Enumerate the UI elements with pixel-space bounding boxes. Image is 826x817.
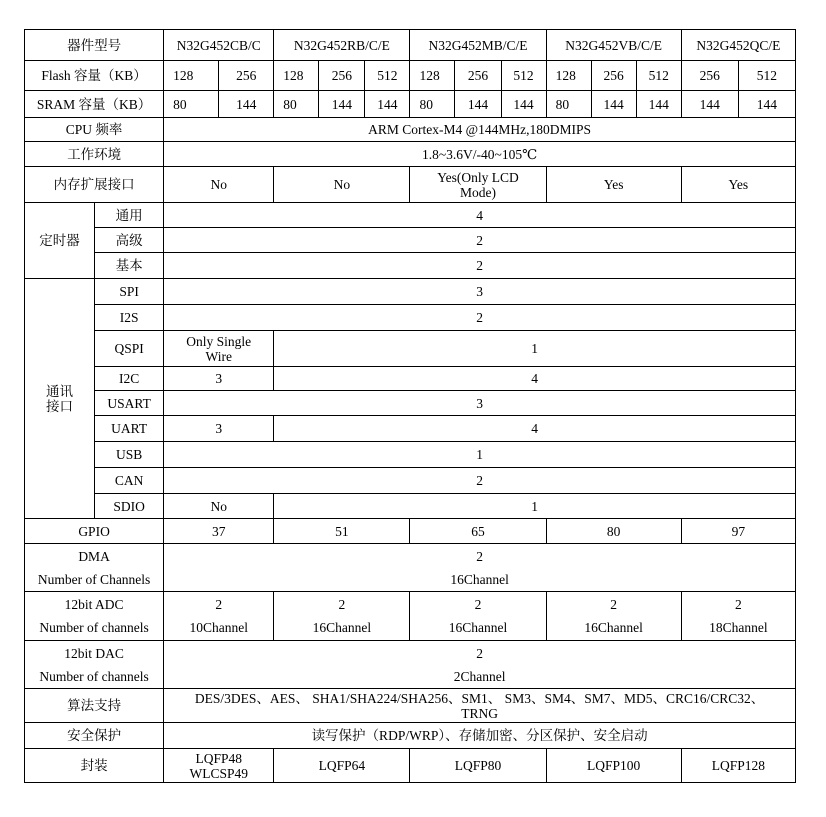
memory-ext-cell xyxy=(410,167,546,203)
adc-cell xyxy=(164,592,274,641)
package-cell: LQFP80 xyxy=(410,749,546,783)
dac-value xyxy=(164,641,796,689)
adc-label xyxy=(25,592,164,641)
package-cell: LQFP128 xyxy=(681,749,795,783)
timer-name: 通用 xyxy=(95,203,164,228)
comm-name: USART xyxy=(95,391,164,416)
table-row xyxy=(25,592,796,641)
adc-label-line: Number of channels xyxy=(39,620,149,635)
flash-cell: 256 xyxy=(455,61,501,91)
dma-label-line: DMA xyxy=(78,548,110,564)
table-row xyxy=(25,723,796,749)
comm-value: 1 xyxy=(164,442,796,468)
dma-value-line: 16Channel xyxy=(450,571,509,587)
env-label: 工作环境 xyxy=(25,142,164,167)
table-row xyxy=(25,689,796,723)
sram-cell: 144 xyxy=(219,91,274,118)
comm-name: I2S xyxy=(95,305,164,331)
sram-cell: 144 xyxy=(738,91,795,118)
algo-label: 算法支持 xyxy=(25,689,164,723)
flash-cell: 128 xyxy=(164,61,219,91)
comm-group-line: 通讯 xyxy=(46,383,74,399)
package-line: WLCSP49 xyxy=(189,765,248,781)
table-row xyxy=(25,749,796,783)
adc-units: 2 xyxy=(610,597,618,612)
gpio-label: GPIO xyxy=(25,519,164,544)
sram-cell: 80 xyxy=(164,91,219,118)
timer-name: 高级 xyxy=(95,228,164,253)
package-cell: LQFP100 xyxy=(546,749,681,783)
memory-ext-cell: No xyxy=(164,167,274,203)
sram-cell: 80 xyxy=(410,91,455,118)
comm-value: 1 xyxy=(274,331,796,367)
sram-cell: 144 xyxy=(365,91,410,118)
table-row xyxy=(25,118,796,142)
flash-cell: 512 xyxy=(636,61,681,91)
sram-cell: 80 xyxy=(546,91,591,118)
security-label: 安全保护 xyxy=(25,723,164,749)
dma-value-line: 2 xyxy=(476,548,483,564)
dma-label-line: Number of Channels xyxy=(37,571,151,587)
package-line: LQFP48 xyxy=(195,750,242,766)
adc-cell xyxy=(546,592,681,641)
sram-cell: 144 xyxy=(455,91,501,118)
gpio-cell: 51 xyxy=(274,519,410,544)
flash-cell: 128 xyxy=(274,61,319,91)
sram-cell: 144 xyxy=(319,91,365,118)
table-row xyxy=(25,279,796,305)
table-row xyxy=(25,61,796,91)
memory-ext-cell: Yes xyxy=(681,167,795,203)
flash-cell: 256 xyxy=(319,61,365,91)
comm-first-value: 3 xyxy=(164,416,274,442)
adc-units: 2 xyxy=(474,597,482,612)
comm-value: 3 xyxy=(164,391,796,416)
table-row xyxy=(25,367,796,391)
adc-cell xyxy=(681,592,795,641)
sram-cell: 144 xyxy=(681,91,738,118)
comm-group-label xyxy=(25,279,95,519)
table-row xyxy=(25,203,796,228)
timer-value: 2 xyxy=(164,228,796,253)
memory-ext-label: 内存扩展接口 xyxy=(25,167,164,203)
package-label: 封装 xyxy=(25,749,164,783)
adc-cell xyxy=(410,592,546,641)
qspi-first-line: Wire xyxy=(205,348,232,364)
adc-channels: 16Channel xyxy=(584,620,643,635)
cpu-value: ARM Cortex-M4 @144MHz,180DMIPS xyxy=(164,118,796,142)
flash-label: Flash 容量（KB） xyxy=(25,61,164,91)
comm-name: CAN xyxy=(95,468,164,494)
table-row xyxy=(25,228,796,253)
cpu-label: CPU 频率 xyxy=(25,118,164,142)
algo-line: TRNG xyxy=(461,705,498,721)
memory-ext-line: Yes(Only LCD xyxy=(437,169,519,185)
comm-first-value: No xyxy=(164,494,274,519)
memory-ext-cell: No xyxy=(274,167,410,203)
flash-cell: 128 xyxy=(410,61,455,91)
package-cell xyxy=(164,749,274,783)
memory-ext-line: Mode) xyxy=(460,184,496,200)
comm-first-value: 3 xyxy=(164,367,274,391)
flash-cell: 512 xyxy=(738,61,795,91)
table-row xyxy=(25,305,796,331)
sram-label: SRAM 容量（KB） xyxy=(25,91,164,118)
flash-cell: 512 xyxy=(365,61,410,91)
adc-channels: 16Channel xyxy=(448,620,508,635)
env-value: 1.8~3.6V/-40~105℃ xyxy=(164,142,796,167)
package-cell: LQFP64 xyxy=(274,749,410,783)
sram-cell: 144 xyxy=(591,91,636,118)
comm-value: 2 xyxy=(164,305,796,331)
comm-group-line: 接口 xyxy=(46,398,74,414)
gpio-cell: 37 xyxy=(164,519,274,544)
comm-name: SPI xyxy=(95,279,164,305)
adc-units: 2 xyxy=(338,597,346,612)
dac-label-line: 12bit DAC xyxy=(64,645,124,661)
gpio-cell: 97 xyxy=(681,519,795,544)
gpio-cell: 80 xyxy=(546,519,681,544)
flash-cell: 256 xyxy=(681,61,738,91)
spec-table xyxy=(24,29,796,783)
sram-cell: 80 xyxy=(274,91,319,118)
adc-units: 2 xyxy=(734,597,742,612)
table-row xyxy=(25,442,796,468)
memory-ext-cell: Yes xyxy=(546,167,681,203)
comm-name: QSPI xyxy=(95,331,164,367)
dac-value-line: 2Channel xyxy=(453,668,506,684)
dac-label xyxy=(25,641,164,689)
model-cell: N32G452RB/C/E xyxy=(274,30,410,61)
table-row xyxy=(25,416,796,442)
algo-value xyxy=(164,689,796,723)
table-row xyxy=(25,253,796,279)
timer-name: 基本 xyxy=(95,253,164,279)
dac-label-line: Number of channels xyxy=(39,668,149,684)
comm-value: 4 xyxy=(274,416,796,442)
dac-value-line: 2 xyxy=(476,645,483,661)
flash-cell: 128 xyxy=(546,61,591,91)
comm-value: 2 xyxy=(164,468,796,494)
adc-units: 2 xyxy=(215,597,223,612)
comm-name: UART xyxy=(95,416,164,442)
flash-cell: 512 xyxy=(501,61,546,91)
comm-value: 1 xyxy=(274,494,796,519)
qspi-first-line: Only Single xyxy=(186,333,252,349)
adc-cell xyxy=(274,592,410,641)
model-cell: N32G452QC/E xyxy=(681,30,795,61)
timer-group-label: 定时器 xyxy=(25,203,95,279)
table-row xyxy=(25,519,796,544)
comm-name: USB xyxy=(95,442,164,468)
comm-value: 4 xyxy=(274,367,796,391)
flash-cell: 256 xyxy=(591,61,636,91)
gpio-cell: 65 xyxy=(410,519,546,544)
table-row xyxy=(25,167,796,203)
table-row xyxy=(25,331,796,367)
table-row xyxy=(25,91,796,118)
dma-value xyxy=(164,544,796,592)
adc-channels: 18Channel xyxy=(709,620,768,635)
security-value: 读写保护（RDP/WRP）、存储加密、分区保护、安全启动 xyxy=(164,723,796,749)
model-cell: N32G452VB/C/E xyxy=(546,30,681,61)
sram-cell: 144 xyxy=(501,91,546,118)
model-label: 器件型号 xyxy=(25,30,164,61)
comm-first-value xyxy=(164,331,274,367)
dma-label xyxy=(25,544,164,592)
table-row xyxy=(25,494,796,519)
timer-value: 4 xyxy=(164,203,796,228)
adc-label-line: 12bit ADC xyxy=(64,597,124,612)
algo-line: DES/3DES、AES、 SHA1/SHA224/SHA256、SM1、 SM3、SM4、SM7、MD5、CRC16/CRC32、 xyxy=(194,690,765,706)
adc-channels: 10Channel xyxy=(189,620,248,635)
sram-cell: 144 xyxy=(636,91,681,118)
table-row xyxy=(25,391,796,416)
flash-cell: 256 xyxy=(219,61,274,91)
comm-name: I2C xyxy=(95,367,164,391)
comm-name: SDIO xyxy=(95,494,164,519)
table-row xyxy=(25,641,796,689)
table-row xyxy=(25,544,796,592)
table-row xyxy=(25,30,796,61)
table-row xyxy=(25,468,796,494)
model-cell: N32G452CB/C xyxy=(164,30,274,61)
adc-channels: 16Channel xyxy=(312,620,372,635)
table-row xyxy=(25,142,796,167)
model-cell: N32G452MB/C/E xyxy=(410,30,546,61)
timer-value: 2 xyxy=(164,253,796,279)
comm-value: 3 xyxy=(164,279,796,305)
